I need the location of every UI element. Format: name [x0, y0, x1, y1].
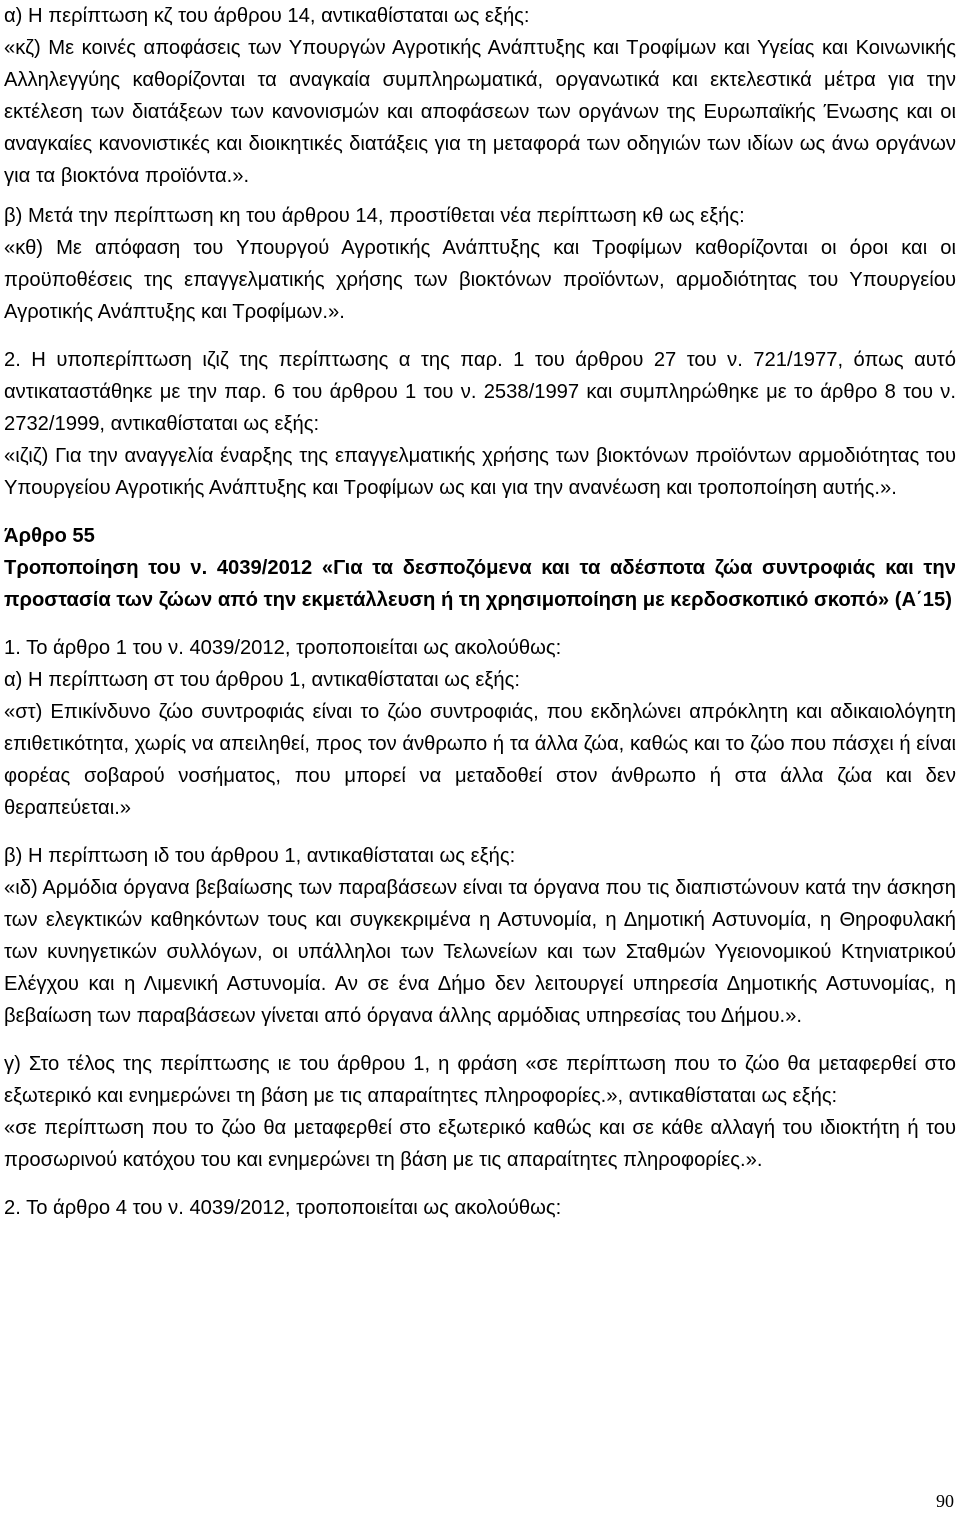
- page-number: 90: [936, 1491, 954, 1511]
- paragraph-b-id: β) Η περίπτωση ιδ του άρθρου 1, αντικαθίσταται ως εξής:: [4, 845, 516, 867]
- paragraph-st-text: «στ) Επικίνδυνο ζώο συντροφιάς είναι το ζώο συντροφιάς, που εκδηλώνει απρόκλητη και αδικαιολόγητη επιθετικότητα, χωρίς να απειληθεί, προς τον άνθρωπο ή τα άλλα ζώα, καθώς και το ζώο που πάσχει ή είναι φορέας σοβαρού νοσήματος, που μπορεί να μεταδοθεί στον άνθρωπο ή στα άλλα ζώα και δεν θεραπεύεται.»: [4, 701, 956, 819]
- paragraph-ie-text: «σε περίπτωση που το ζώο θα μεταφερθεί στο εξωτερικό καθώς και σε κάθε αλλαγή του ιδιοκτήτη ή του προσωρινού κατόχου του και ενημερώνει τη βάση με τις απαραίτητες πληροφορίες.».: [4, 1117, 956, 1171]
- paragraph-a-st: α) Η περίπτωση στ του άρθρου 1, αντικαθίσταται ως εξής:: [4, 669, 520, 691]
- article-title: Τροποποίηση του ν. 4039/2012 «Για τα δεσποζόμενα και τα αδέσποτα ζώα συντροφιάς και την προστασία των ζώων από την εκμετάλλευση ή τη χρησιμοποίηση με κερδοσκοπικό σκοπό» (Α΄15): [4, 557, 956, 611]
- paragraph-c-ie: γ) Στο τέλος της περίπτωσης ιε του άρθρου 1, η φράση «σε περίπτωση που το ζώο θα μεταφερθεί στο εξωτερικό και ενημερώνει τη βάση με τις απαραίτητες πληροφορίες.», αντικαθίσταται ως εξής:: [4, 1053, 956, 1107]
- paragraph-id-text: «ιδ) Αρμόδια όργανα βεβαίωσης των παραβάσεων είναι τα όργανα που τις διαπιστώνουν κατά την άσκηση των ελεγκτικών καθηκόντων τους και συγκεκριμένα η Αστυνομία, η Δημοτική Αστυνομία, η Θηροφυλακή των κυνηγετικών συλλόγων, οι υπάλληλοι των Τελωνείων και των Σταθμών Υγειονομικού Κτηνιατρικού Ελέγχου και η Λιμενική Αστυνομία. Αν σε ένα Δήμο δεν λειτουργεί υπηρεσία Δημοτικής Αστυνομίας, η βεβαίωση των παραβάσεων γίνεται από όργανα άλλης αρμόδιας υπηρεσίας του Δήμου.».: [4, 877, 956, 1027]
- document-page: [4, 0, 956, 1525]
- paragraph-b-kth: β) Μετά την περίπτωση κη του άρθρου 14, προστίθεται νέα περίπτωση κθ ως εξής:: [4, 205, 745, 227]
- paragraph-kth-text: «κθ) Με απόφαση του Υπουργού Αγροτικής Ανάπτυξης και Τροφίμων καθορίζονται οι όροι και οι προϋποθέσεις της επαγγελματικής χρήσης των βιοκτόνων προϊόντων, αρμοδιότητας του Υπουργείου Αγροτικής Ανάπτυξης και Τροφίμων.».: [4, 237, 956, 323]
- article-heading: Άρθρο 55: [4, 525, 95, 547]
- paragraph-kz-text: «κζ) Με κοινές αποφάσεις των Υπουργών Αγροτικής Ανάπτυξης και Τροφίμων και Υγείας και Κοινωνικής Αλληλεγγύης καθορίζονται τα αναγκαία συμπληρωματικά, οργανωτικά και εκτελεστικά μέτρα για την εκτέλεση των διατάξεων των κανονισμών και αποφάσεων των οργάνων της Ευρωπαϊκής Ένωσης και οι αναγκαίες κανονιστικές και διοικητικές διατάξεις για τη μεταφορά των οδηγιών των ιδίων ως άνω οργάνων για τα βιοκτόνα προϊόντα.».: [4, 37, 956, 187]
- paragraph-2-izizs: 2. Η υποπερίπτωση ιζιζ της περίπτωσης α της παρ. 1 του άρθρου 27 του ν. 721/1977, όπως αυτό αντικαταστάθηκε με την παρ. 6 του άρθρου 1 του ν. 2538/1997 και συμπληρώθηκε με το άρθρο 8 του ν. 2732/1999, αντικαθίσταται ως εξής:: [4, 349, 956, 435]
- paragraph-iziz-text: «ιζιζ) Για την αναγγελία έναρξης της επαγγελματικής χρήσης των βιοκτόνων προϊόντων αρμοδιότητας του Υπουργείου Αγροτικής Ανάπτυξης και Τροφίμων ως και για την ανανέωση και τροποποίηση αυτής.».: [4, 445, 956, 499]
- paragraph-2-article4: 2. Το άρθρο 4 του ν. 4039/2012, τροποποιείται ως ακολούθως:: [4, 1197, 562, 1219]
- paragraph-1-article1: 1. Το άρθρο 1 του ν. 4039/2012, τροποποιείται ως ακολούθως:: [4, 637, 562, 659]
- paragraph-a-kz: α) Η περίπτωση κζ του άρθρου 14, αντικαθίσταται ως εξής:: [4, 5, 530, 27]
